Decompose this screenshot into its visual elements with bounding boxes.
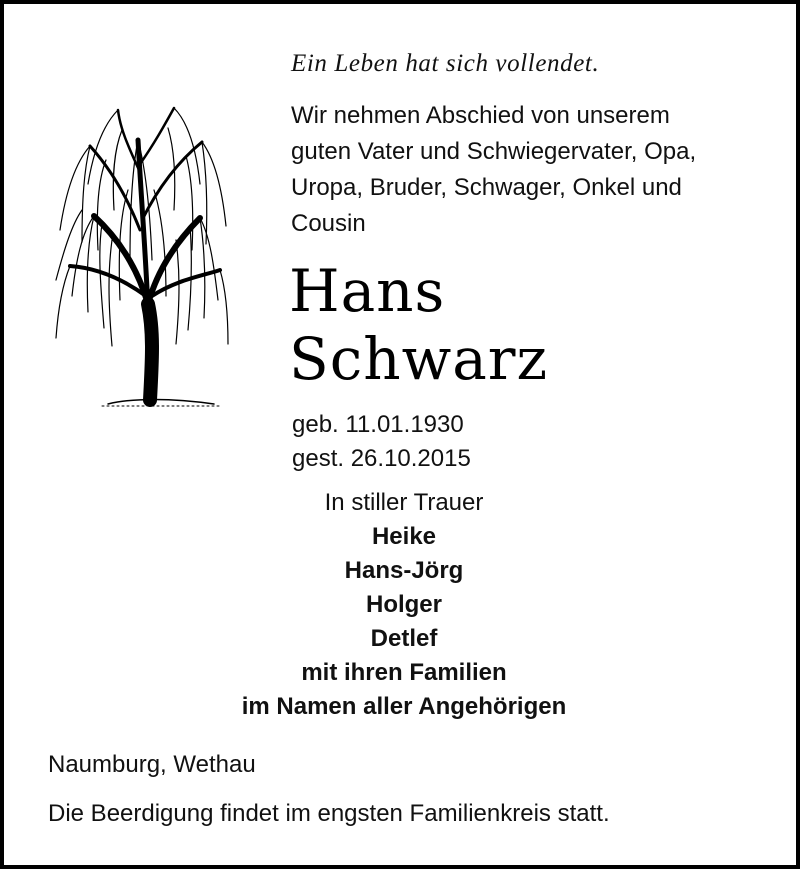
mourning-intro: In stiller Trauer <box>324 489 484 516</box>
birth-date: geb. 11.01.1930 <box>292 411 464 438</box>
death-date: gest. 26.10.2015 <box>292 445 471 472</box>
place-line: Naumburg, Wethau <box>48 751 256 778</box>
mourner-name: Detlef <box>370 625 438 652</box>
intro-line: Cousin <box>291 210 366 237</box>
deceased-first-name: Hans <box>289 257 446 325</box>
deceased-last-name: Schwarz <box>289 325 549 393</box>
intro-line: Uropa, Bruder, Schwager, Onkel und <box>291 174 682 201</box>
mourner-relatives: im Namen aller Angehörigen <box>241 693 567 720</box>
life-dates <box>292 408 471 476</box>
mourners-block <box>194 486 614 724</box>
intro-text <box>291 98 696 242</box>
motto: Ein Leben hat sich vollendet. <box>291 50 600 77</box>
intro-line: guten Vater und Schwiegervater, Opa, <box>291 138 697 165</box>
mourner-families: mit ihren Familien <box>301 659 507 686</box>
tree-icon <box>42 100 232 412</box>
mourner-name: Holger <box>365 591 442 618</box>
mourner-name: Hans-Jörg <box>344 557 464 584</box>
intro-line: Wir nehmen Abschied von unserem <box>291 102 670 129</box>
funeral-note: Die Beerdigung findet im engsten Familienkreis statt. <box>48 800 610 827</box>
mourner-name: Heike <box>371 523 437 550</box>
